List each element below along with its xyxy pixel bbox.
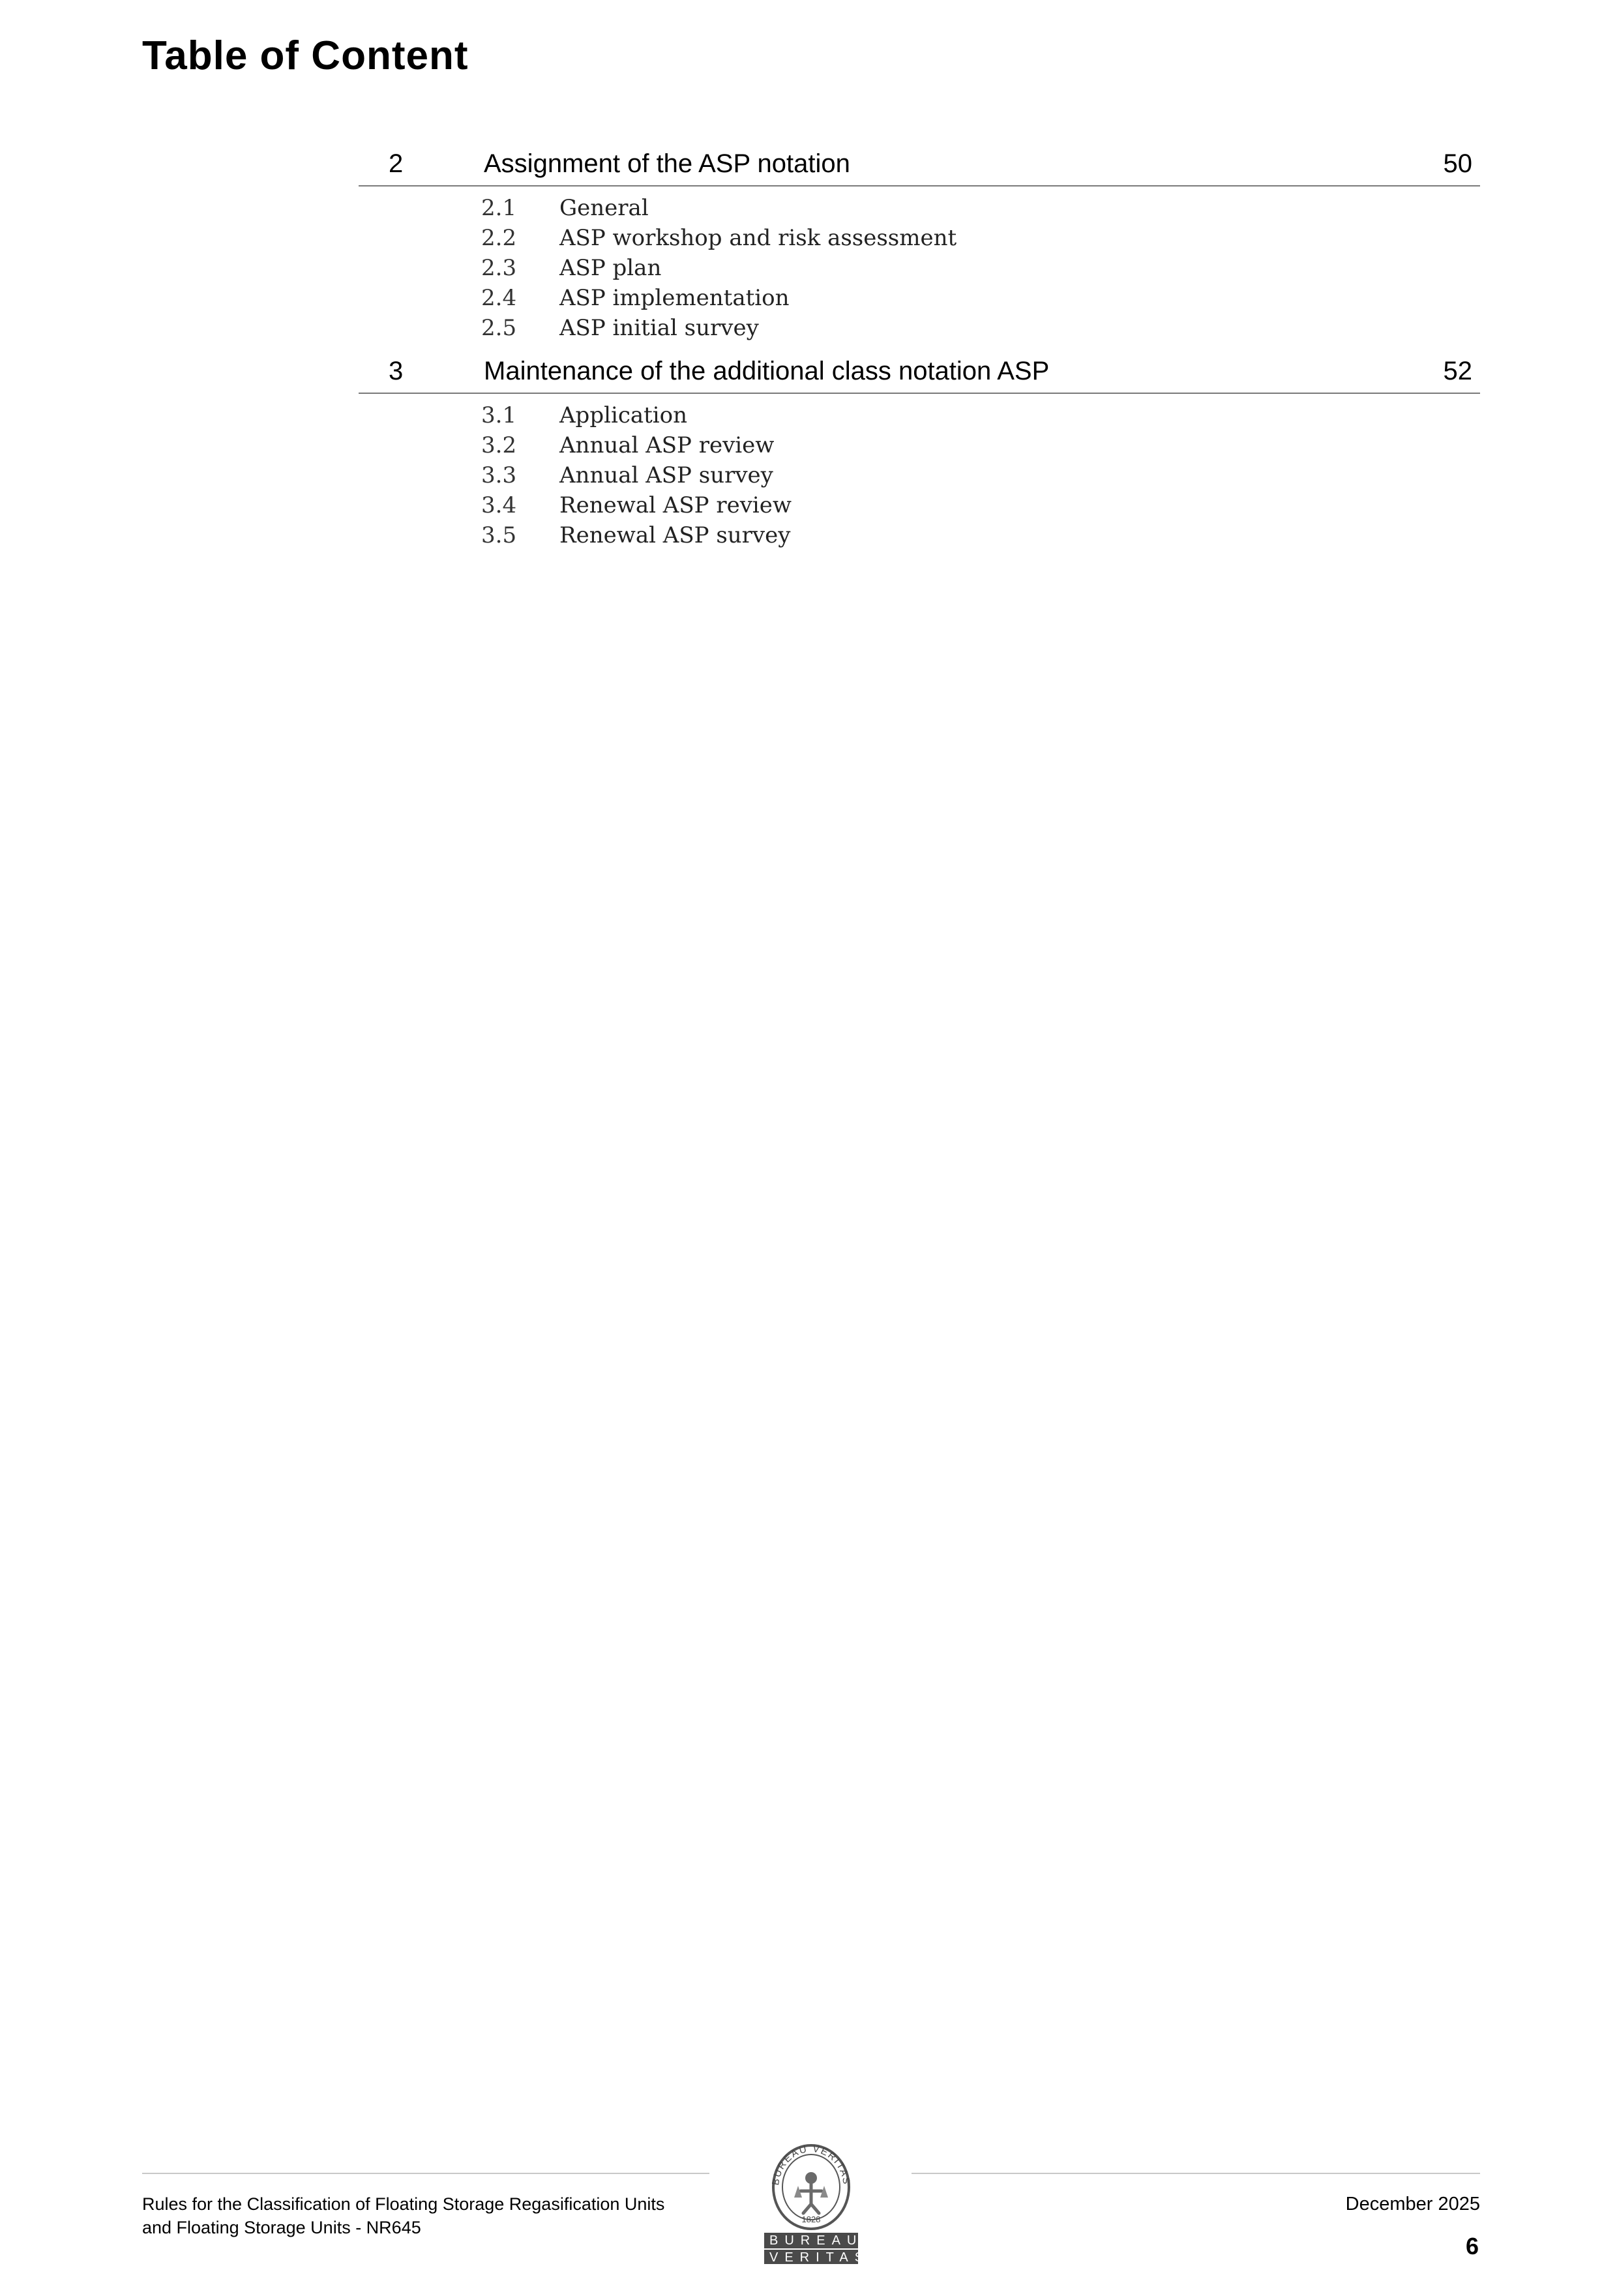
section-list bbox=[359, 186, 1480, 343]
section-number: 3.1 bbox=[481, 402, 517, 428]
section-number: 3.3 bbox=[481, 462, 517, 488]
chapter-page-number: 50 bbox=[1443, 149, 1472, 178]
section-item[interactable] bbox=[359, 400, 1480, 430]
section-item[interactable] bbox=[359, 283, 1480, 313]
section-item[interactable] bbox=[359, 430, 1480, 460]
chapter-heading[interactable] bbox=[359, 142, 1480, 186]
section-number: 3.2 bbox=[481, 432, 517, 458]
footer-date: December 2025 bbox=[1345, 2194, 1480, 2214]
footer-document-line: Rules for the Classification of Floating Storage Regasification Units bbox=[142, 2194, 665, 2214]
logo-year: 1828 bbox=[801, 2214, 821, 2224]
section-item[interactable] bbox=[359, 253, 1480, 283]
toc-chapter bbox=[359, 350, 1480, 550]
chapter-heading[interactable] bbox=[359, 350, 1480, 394]
logo-band-top: BUREAU bbox=[764, 2233, 858, 2248]
toc-chapter bbox=[359, 142, 1480, 343]
section-item[interactable] bbox=[359, 490, 1480, 520]
table-of-contents bbox=[359, 142, 1480, 557]
section-title[interactable]: Application bbox=[559, 402, 688, 428]
footer-document-title bbox=[142, 2192, 664, 2239]
page-number: 6 bbox=[1465, 2233, 1479, 2259]
section-title[interactable]: General bbox=[559, 195, 649, 221]
chapter-title[interactable]: Maintenance of the additional class notation ASP bbox=[484, 357, 1050, 385]
logo-band-bottom: VERITAS bbox=[764, 2248, 858, 2264]
section-number: 2.4 bbox=[481, 285, 517, 311]
section-title[interactable]: ASP implementation bbox=[559, 285, 790, 311]
section-item[interactable] bbox=[359, 193, 1480, 223]
footer-divider-right bbox=[912, 2173, 1480, 2174]
chapter-page-number: 52 bbox=[1443, 357, 1472, 385]
section-item[interactable] bbox=[359, 460, 1480, 490]
section-number: 2.5 bbox=[481, 315, 517, 341]
section-number: 2.1 bbox=[481, 195, 517, 221]
logo-seal-icon bbox=[762, 2140, 861, 2231]
logo-ring-text: BUREAU VERITAS bbox=[770, 2143, 852, 2186]
section-item[interactable] bbox=[359, 223, 1480, 253]
footer-document-line: and Floating Storage Units - NR645 bbox=[142, 2218, 421, 2237]
section-number: 3.5 bbox=[481, 522, 517, 548]
bureau-veritas-logo-icon bbox=[762, 2140, 870, 2265]
chapter-number: 2 bbox=[389, 149, 404, 178]
section-title[interactable]: ASP plan bbox=[559, 255, 662, 281]
section-title[interactable]: Annual ASP survey bbox=[559, 462, 773, 488]
section-number: 2.3 bbox=[481, 255, 517, 281]
section-number: 2.2 bbox=[481, 225, 517, 251]
section-title[interactable]: Renewal ASP survey bbox=[559, 522, 791, 548]
section-item[interactable] bbox=[359, 313, 1480, 343]
section-number: 3.4 bbox=[481, 492, 517, 518]
section-title[interactable]: ASP initial survey bbox=[559, 315, 759, 341]
section-title[interactable]: ASP workshop and risk assessment bbox=[559, 225, 957, 251]
chapter-number: 3 bbox=[389, 357, 404, 385]
footer-divider-left bbox=[142, 2173, 709, 2174]
section-item[interactable] bbox=[359, 520, 1480, 550]
section-title[interactable]: Annual ASP review bbox=[559, 432, 775, 458]
page-title: Table of Content bbox=[142, 33, 469, 78]
section-list bbox=[359, 394, 1480, 550]
section-title[interactable]: Renewal ASP review bbox=[559, 492, 792, 518]
chapter-title[interactable]: Assignment of the ASP notation bbox=[484, 149, 850, 178]
